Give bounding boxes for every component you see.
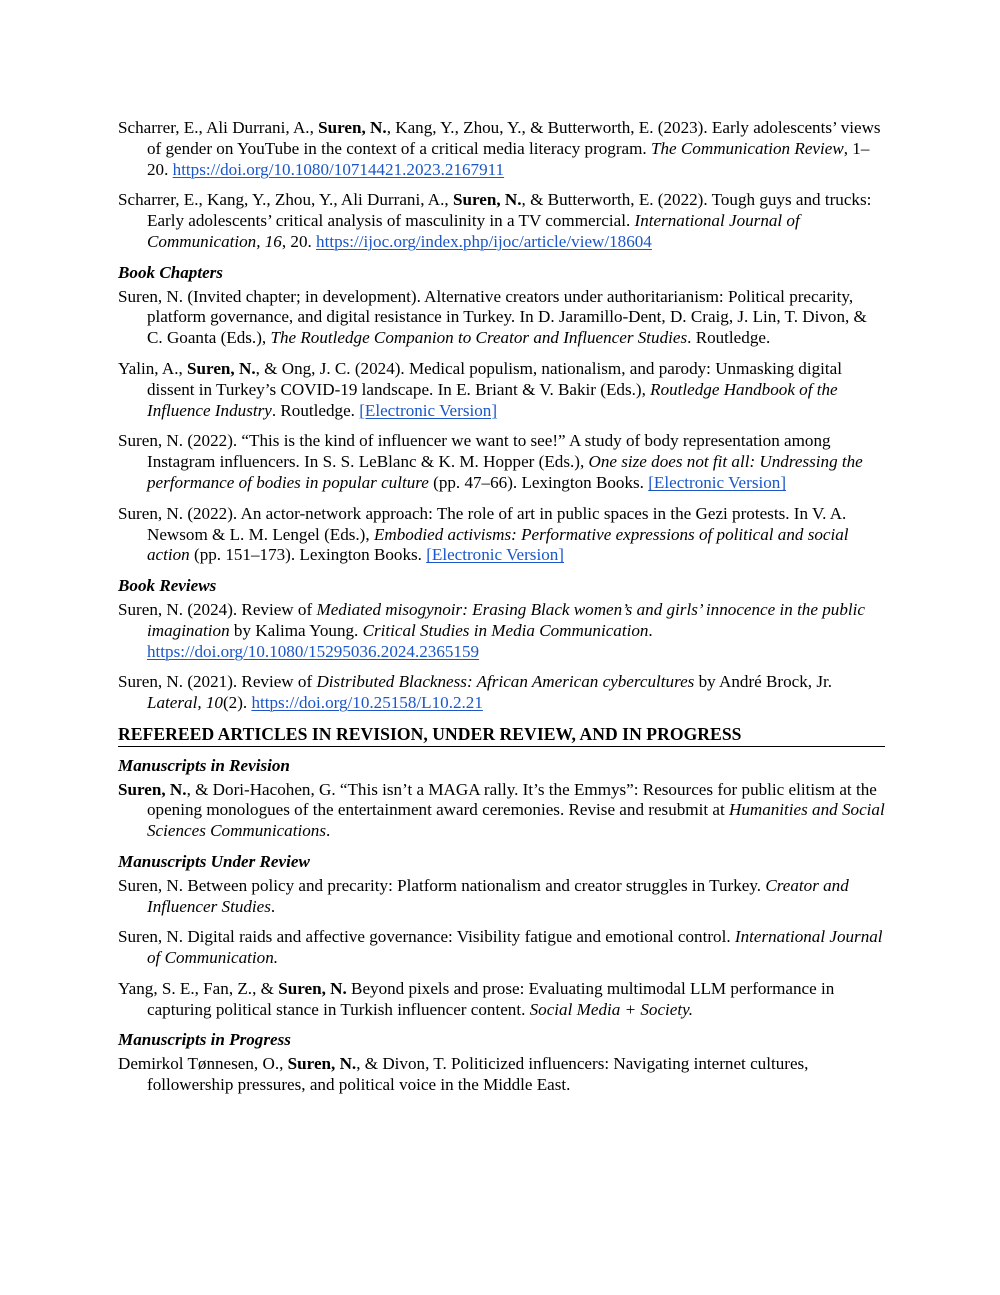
- book-chapter-entry: [118, 287, 885, 349]
- book-title: Mediated misogynoir: Erasing Black women’s and girls’ innocence in the public imagination: [147, 599, 865, 640]
- author-highlight: Suren, N.: [287, 1054, 357, 1074]
- citation-tail: .: [648, 620, 653, 640]
- journal-title: Critical Studies in Media Communication: [362, 620, 649, 640]
- publisher: (pp. 47–66). Lexington Books.: [428, 472, 649, 492]
- book-title: Routledge Handbook of the Influence Industry: [147, 379, 838, 420]
- citation-text: Suren, N. (Invited chapter; in development). Alternative creators under authoritarianism: Political precarity, platform governance, and digital resistance in Turkey. In D. Jaramillo-Dent, D. Craig, J. Lin, T. Divon, & C. Goanta (Eds.),: [118, 286, 867, 348]
- publisher: . Routledge.: [271, 400, 360, 420]
- journal-title: Social Media + Society.: [529, 999, 694, 1019]
- subheading-book-reviews: Book Reviews: [118, 576, 217, 596]
- doi-link[interactable]: https://doi.org/10.1080/15295036.2024.2365159: [147, 641, 480, 661]
- book-title: Embodied activisms: Performative expressions of political and social action: [147, 524, 849, 565]
- book-title: One size does not fit all: Undressing the performance of bodies in popular culture: [147, 452, 863, 492]
- electronic-version-link[interactable]: [Electronic Version]: [648, 472, 787, 492]
- citation-pages: , 20.: [281, 231, 317, 251]
- citation-text: , & Divon, T. Politicized influencers: Navigating internet cultures, followership pressures, and political voice in the Middle East.: [147, 1054, 809, 1095]
- authors-before: Yalin, A.,: [118, 358, 188, 378]
- authors-before: Demirkol Tønnesen, O.,: [118, 1054, 288, 1074]
- electronic-version-link[interactable]: [Electronic Version]: [359, 400, 498, 420]
- citation-text: , & Ong, J. C. (2024). Medical populism, nationalism, and parody: Unmasking digital dissent in Turkey’s COVID-19 landscape. In E. Briant & V. Bakir (Eds.),: [147, 358, 842, 399]
- book-review-entry: [118, 600, 885, 662]
- manuscript-entry: [118, 927, 885, 969]
- citation-text: Suren, N. Between policy and precarity: Platform nationalism and creator struggles in Turkey.: [118, 875, 766, 895]
- manuscript-entry: [118, 979, 885, 1021]
- book-title: Distributed Blackness: African American cybercultures: [316, 672, 695, 692]
- book-chapter-entry: [118, 359, 885, 421]
- author-highlight: Suren, N.: [187, 358, 256, 378]
- book-author: by Kalima Young.: [229, 620, 363, 640]
- section-heading-refereed-articles: REFEREED ARTICLES IN REVISION, UNDER REVIEW, AND IN PROGRESS: [118, 724, 885, 747]
- citation-tail: (2).: [222, 693, 252, 713]
- article-link[interactable]: https://ijoc.org/index.php/ijoc/article/view/18604: [316, 231, 652, 251]
- journal-title: International Journal of Communication.: [147, 927, 883, 968]
- publication-entry: [118, 118, 885, 180]
- doi-link[interactable]: https://doi.org/10.1080/10714421.2023.2167911: [172, 159, 505, 179]
- citation-text: Suren, N. (2022). “This is the kind of influencer we want to see!” A study of body representation among Instagram influencers. In S. S. LeBlanc & K. M. Hopper (Eds.),: [118, 431, 831, 472]
- publication-entry: [118, 190, 885, 252]
- doi-link[interactable]: https://doi.org/10.25158/L10.2.21: [251, 693, 483, 713]
- citation-pages: , 1–20.: [147, 138, 870, 179]
- citation-text: Suren, N. (2022). An actor-network approach: The role of art in public spaces in the Gezi protests. In V. A. Newsom & L. M. Lengel (Eds.),: [118, 503, 847, 544]
- book-chapter-entry: [118, 431, 885, 493]
- authors-before: Scharrer, E., Kang, Y., Zhou, Y., Ali Durrani, A.,: [118, 190, 453, 210]
- subheading-manuscripts-in-progress: Manuscripts in Progress: [118, 1030, 291, 1050]
- journal-title: Humanities and Social Sciences Communications: [147, 800, 885, 841]
- authors-before: Yang, S. E., Fan, Z., &: [118, 978, 279, 998]
- book-review-entry: [118, 672, 885, 714]
- electronic-version-link[interactable]: [Electronic Version]: [426, 545, 564, 565]
- citation-text: Suren, N. (2021). Review of: [118, 672, 317, 692]
- cv-page: [118, 118, 885, 1106]
- citation-tail: .: [270, 896, 276, 916]
- journal-title: Lateral, 10: [147, 693, 223, 713]
- journal-title: Creator and Influencer Studies: [147, 875, 849, 916]
- citation-tail: .: [325, 821, 331, 841]
- manuscript-entry: [118, 1054, 885, 1096]
- author-highlight: Suren, N.: [452, 190, 522, 210]
- publisher: (pp. 151–173). Lexington Books.: [189, 545, 427, 565]
- author-highlight: Suren, N.: [278, 978, 347, 998]
- author-highlight: Suren, N.: [118, 779, 187, 799]
- citation-text: , & Dori-Hacohen, G. “This isn’t a MAGA rally. It’s the Emmys”: Resources for public elitism at the opening monologues of the entertainment award ceremonies. Revise and resubmit at: [147, 779, 877, 820]
- manuscript-entry: [118, 780, 885, 842]
- author-highlight: Suren, N.: [318, 118, 387, 137]
- journal-title: The Communication Review: [650, 138, 844, 158]
- subheading-manuscripts-under-review: Manuscripts Under Review: [118, 851, 310, 871]
- subheading-book-chapters: Book Chapters: [118, 262, 223, 282]
- book-author: by André Brock, Jr.: [694, 672, 833, 692]
- citation-text: Suren, N. Digital raids and affective governance: Visibility fatigue and emotional control.: [118, 927, 735, 947]
- authors-before: Scharrer, E., Ali Durrani, A.,: [118, 118, 319, 137]
- citation-text: Beyond pixels and prose: Evaluating multimodal LLM performance in capturing political stance in Turkish influencer content.: [147, 978, 835, 1019]
- subheading-manuscripts-in-revision: Manuscripts in Revision: [118, 755, 290, 775]
- citation-text: , Kang, Y., Zhou, Y., & Butterworth, E. (2023). Early adolescents’ views of gender on YouTube in the context of a critical media literacy program.: [147, 118, 881, 158]
- book-chapter-entry: [118, 504, 885, 566]
- journal-title: International Journal of Communication, 16: [147, 211, 800, 251]
- citation-text: , & Butterworth, E. (2022). Tough guys and trucks: Early adolescents’ critical analysis of masculinity in a TV commercial.: [147, 190, 872, 231]
- publisher: . Routledge.: [687, 328, 771, 348]
- book-title: The Routledge Companion to Creator and Influencer Studies: [270, 328, 688, 348]
- citation-text: Suren, N. (2024). Review of: [118, 599, 317, 619]
- manuscript-entry: [118, 876, 885, 918]
